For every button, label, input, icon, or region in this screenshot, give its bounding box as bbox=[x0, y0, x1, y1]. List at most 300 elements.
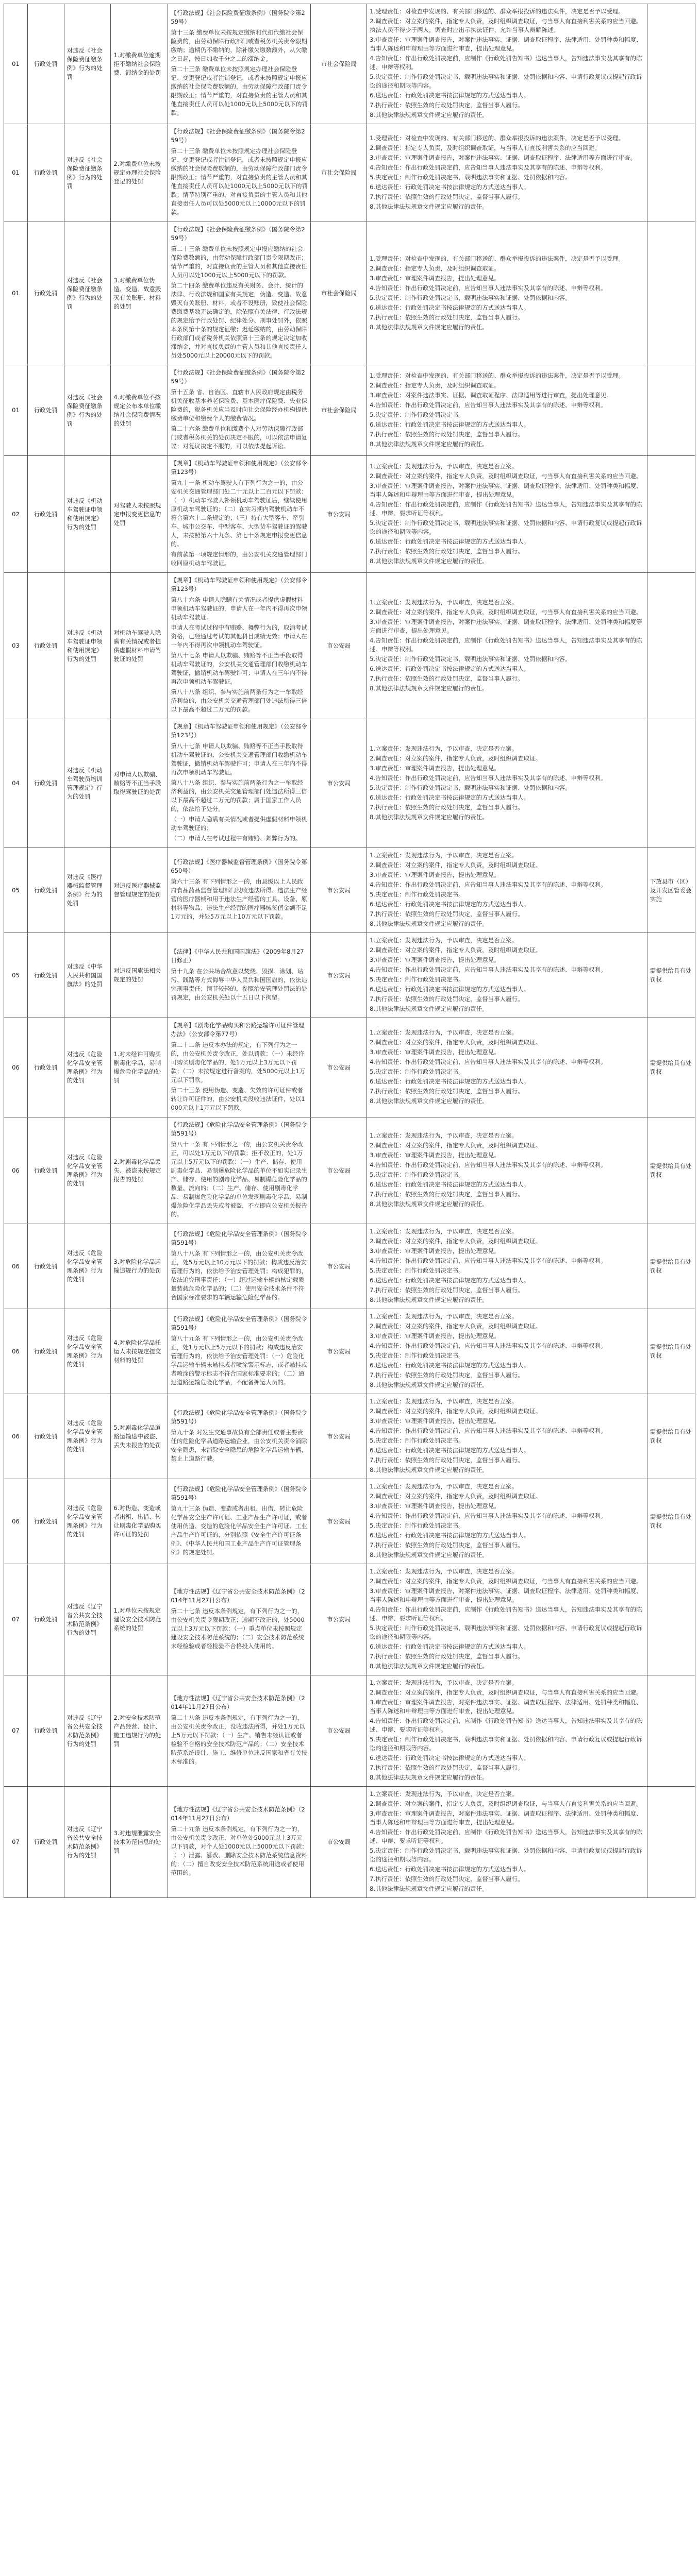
duty-line: 6.送达责任：行政处罚决定书按法律规定的方式送达当事人。 bbox=[370, 1277, 530, 1284]
duties bbox=[367, 1018, 647, 1117]
field-type: 行政处罚 bbox=[34, 1166, 58, 1174]
duty-line: 1.立案责任：发现违法行为，予以审查，决定是否立案。 bbox=[370, 1679, 518, 1686]
responsible-unit bbox=[311, 456, 367, 573]
field-type: 行政处罚 bbox=[34, 1432, 58, 1440]
basis-title: 【地方性法规】《辽宁省公共安全技术防范条例》（2014年11月27日公布） bbox=[171, 1587, 305, 1604]
duty-line: 5.决定责任：制作行政处罚决定书，载明违法事实和证据、处罚依据和内容、申请行政复议或提起行政诉讼的途径和期限等内容。 bbox=[370, 1624, 642, 1640]
duty-line: 3.审查责任：审理案件调查报告，提出处理意见。 bbox=[370, 1417, 500, 1425]
field-name: 对违反《危险化学品安全管理条例》行为的处罚 bbox=[66, 1249, 103, 1283]
duty-list bbox=[370, 598, 644, 693]
item-type bbox=[27, 719, 64, 848]
responsible-unit bbox=[311, 1224, 367, 1309]
duty-line: 2.调查责任：指定专人负责，及时组织调查取证，与当事人有直接利害关系的应当回避。 bbox=[370, 144, 601, 151]
item-name bbox=[64, 719, 111, 848]
duty-line: 4.告知责任：作出行政处罚决定前，应制作《行政处罚告知书》送达当事人，告知违法事实及其享有的陈述、申辩等权利。 bbox=[370, 55, 642, 71]
responsible-unit bbox=[311, 933, 367, 1018]
basis-title: 【行政法规】《危险化学品安全管理条例》（国务院令第591号） bbox=[171, 1121, 307, 1137]
duty-list bbox=[370, 255, 644, 332]
table-row bbox=[4, 719, 695, 848]
duty-line: 1.立案责任：发现违法行为，予以审查，决定是否立案。 bbox=[370, 744, 518, 752]
legal-basis bbox=[168, 1224, 311, 1309]
table-row bbox=[4, 933, 695, 1018]
table-row bbox=[4, 1309, 695, 1394]
remark bbox=[647, 456, 695, 573]
duty-list bbox=[370, 1567, 644, 1671]
basis-items bbox=[171, 1714, 308, 1766]
field-remark: 需提供给具有处罚权 bbox=[650, 1343, 692, 1359]
sub-item bbox=[111, 4, 168, 124]
duty-line: 4.告知责任：作出行政处罚决定前，应告知当事人违法事实及其享有的陈述、申辩等权利。 bbox=[370, 163, 607, 171]
basis-items bbox=[171, 28, 308, 117]
basis-item: 第九十条 对发生交通事故负有全部责任或者主要责任的危险化学品道路运输企业，由公安机关责令消除安全隐患，未消除安全隐患的危险化学品运输车辆，禁止上道路行驶。 bbox=[171, 1428, 307, 1462]
basis-item: 第八十九条 有下列情形之一的，由公安机关责令改正，处1万元以上5万元以下的罚款；构成违反治安管理行为的，依法给予治安管理处罚：（一）危险化学品运输车辆未悬挂或者喷涂警示标志，或者悬挂或者喷涂的警示标志不符合国家标准要求的；（二）通过道路运输危险化学品，不配备押运人员的。 bbox=[171, 1334, 307, 1386]
duty-line: 2.调查责任：指定专人负责，及时组织调查取证。 bbox=[370, 381, 500, 389]
duty-line: 3.审查责任：审理案件调查报告，对案件违法事实、证据、调查取证程序、法律适用、处罚种类和幅度、当事人陈述和申辩理由等方面进行审查，提出处理意见。 bbox=[370, 1587, 642, 1603]
sub-item bbox=[111, 933, 168, 1018]
duty-line: 1.立案责任：发现违法行为，予以审查，决定是否立案。 bbox=[370, 1029, 518, 1036]
field-type: 行政处罚 bbox=[34, 169, 58, 176]
field-no: 06 bbox=[12, 1063, 20, 1071]
field-name: 对违反《机动车驾驶证申领和使用规定》行为的处罚 bbox=[66, 497, 103, 531]
duty-line: 2.调查责任：对立案的案件，指定专人负责，及时组织调查取证。 bbox=[370, 754, 542, 762]
duty-list bbox=[370, 744, 644, 822]
duty-line: 8.其他法律法规规章文件规定应履行的责任。 bbox=[370, 323, 488, 331]
duty-line: 6.送达责任：行政处罚决定书按法律规定的方式送达当事人。 bbox=[370, 1866, 530, 1873]
duty-list bbox=[370, 851, 644, 928]
basis-item: 第二十三条 使用伪造、变造、失效的许可证件或者转让许可证件的，由公安机关没收违法证件，处以1000元以上1万元以下罚款。 bbox=[171, 1087, 305, 1111]
sub-item bbox=[111, 1564, 168, 1675]
duty-line: 4.告知责任：作出行政处罚决定前，应告知当事人违法事实及其享有的陈述、申辩等权利。 bbox=[370, 401, 607, 409]
duties bbox=[367, 1394, 647, 1479]
duty-line: 5.决定责任：制作行政处罚决定书，载明违法事实和证据、处罚依据和内容。 bbox=[370, 784, 571, 791]
basis-item: 第二十三条 缴费单位未按照规定办理社会保险登记、变更登记或者注销登记，或者未按照规定申报应缴纳的社会保险费数额的，由劳动保障行政部门责令限期改正；情节严重的，对直接负责的主管人员和其他直接责任人员可以处1000元以上5000元以下的罚款；情节特别严重的，对直接负责的主管人员和其他直接责任人员可以处5000元以上10000元以下的罚款。 bbox=[171, 147, 308, 216]
item-name bbox=[64, 1117, 111, 1224]
field-name: 对违反《辽宁省公共安全技术防范条例》行为的处罚 bbox=[66, 1825, 103, 1859]
field-name: 对违反《社会保险费征缴条例》行为的处罚 bbox=[66, 47, 103, 80]
duty-list bbox=[370, 1312, 644, 1389]
duties bbox=[367, 456, 647, 573]
duty-list bbox=[370, 936, 644, 1013]
duty-line: 4.告知责任：作出行政处罚决定前，应制作《行政处罚告知书》送达当事人，告知违法事实及其享有的陈述、申辩、要求听证等权利。 bbox=[370, 1717, 642, 1733]
field-unit: 市公安局 bbox=[327, 642, 351, 649]
duty-line: 6.送达责任：行政处罚决定书按法律规定的方式送达当事人。 bbox=[370, 1532, 530, 1539]
duty-line: 6.送达责任：行政处罚决定书按法律规定的方式送达当事人。 bbox=[370, 303, 530, 311]
duty-line: 5.决定责任：制作行政处罚决定书，载明违法事实和证据、处罚依据和内容、申请行政复议或提起行政诉讼的途径和期限等内容。 bbox=[370, 519, 642, 535]
duty-line: 8.其他法律法规规章文件规定应履行的责任。 bbox=[370, 1097, 488, 1105]
duty-line: 3.审查责任：审理案件调查报告，提出处理意见。 bbox=[370, 1332, 500, 1340]
duty-line: 4.告知责任：作出行政处罚决定前，应告知当事人违法事实及其享有的陈述、申辩等权利。 bbox=[370, 1257, 607, 1264]
sub-item bbox=[111, 848, 168, 933]
duty-line: 5.决定责任：制作行政处罚决定书。 bbox=[370, 411, 464, 418]
duties bbox=[367, 222, 647, 365]
field-sub: 2.对缴费单位未按规定办理社会保险登记的处罚 bbox=[113, 160, 161, 185]
basis-item: 第八十八条 有下列情形之一的，由公安机关责令改正，处5万元以上10万元以下的罚款；构成违反治安管理行为的，依法给予治安管理处罚；构成犯罪的，依法追究刑事责任：（一）超过运输车辆的核定载质量装载危险化学品的；（二）使用安全技术条件不符合国家标准要求的车辆运输危险化学品的。 bbox=[171, 1249, 307, 1301]
item-name bbox=[64, 1018, 111, 1117]
duty-line: 5.决定责任：制作行政处罚决定书，载明违法事实和证据、处罚依据和内容。 bbox=[370, 173, 571, 181]
duty-line: 7.执行责任：依照生效的行政处罚决定，监督当事人履行。 bbox=[370, 313, 524, 321]
item-number bbox=[4, 1394, 28, 1479]
duty-line: 8.其他法律法规规章文件规定应履行的责任。 bbox=[370, 920, 488, 927]
basis-items bbox=[171, 1825, 308, 1877]
legal-basis bbox=[168, 933, 311, 1018]
item-number bbox=[4, 1564, 28, 1675]
remark bbox=[647, 1309, 695, 1394]
legal-basis bbox=[168, 573, 311, 719]
item-number bbox=[4, 1309, 28, 1394]
duty-line: 4.告知责任：作出行政处罚决定前，应制作《行政处罚告知书》送达当事人，告知违法事实及其享有的陈述、申辩、要求听证等权利。 bbox=[370, 500, 642, 517]
remark bbox=[647, 1675, 695, 1787]
duty-line: 1.立案责任：发现违法行为，予以审查，决定是否立案。 bbox=[370, 1568, 518, 1575]
field-no: 03 bbox=[12, 642, 20, 649]
field-sub: 3.对违规泄露安全技术防范信息的处罚 bbox=[113, 1829, 161, 1854]
field-no: 05 bbox=[12, 886, 20, 894]
field-unit: 市公安局 bbox=[327, 1517, 351, 1525]
sub-item bbox=[111, 1309, 168, 1394]
field-name: 对违反《社会保险费征缴条例》行为的处罚 bbox=[66, 156, 103, 190]
item-type bbox=[27, 1018, 64, 1117]
item-type bbox=[27, 573, 64, 719]
duty-line: 6.送达责任：行政处罚决定书按法律规定的方式送达当事人。 bbox=[370, 986, 530, 993]
duty-line: 8.其他法律法规规章文件规定应履行的责任。 bbox=[370, 111, 488, 118]
basis-items bbox=[171, 479, 308, 568]
duty-line: 8.其他法律法规规章文件规定应履行的责任。 bbox=[370, 1663, 488, 1670]
basis-items bbox=[171, 877, 308, 921]
basis-items bbox=[171, 967, 308, 1002]
responsible-unit bbox=[311, 222, 367, 365]
item-type bbox=[27, 365, 64, 456]
basis-item: 有前款第一项规定情形的，由公安机关交通管理部门收回原机动车驾驶证。 bbox=[171, 551, 307, 567]
table-row bbox=[4, 456, 695, 573]
duty-line: 4.告知责任：作出行政处罚决定前，应告知当事人违法事实及其享有的陈述、申辩等权利。 bbox=[370, 774, 607, 782]
field-no: 06 bbox=[12, 1347, 20, 1355]
legal-basis bbox=[168, 1787, 311, 1898]
duty-line: 5.决定责任：制作行政处罚决定书。 bbox=[370, 1522, 464, 1529]
basis-title: 【地方性法规】《辽宁省公共安全技术防范条例》（2014年11月27日公布） bbox=[171, 1694, 305, 1710]
duty-line: 3.审查责任：审理案件调查报告，提出处理意见。 bbox=[370, 274, 500, 282]
duty-line: 6.送达责任：行政处罚决定书按法律规定的方式送达当事人。 bbox=[370, 1447, 530, 1454]
duty-line: 5.决定责任：制作行政处罚决定书，载明违法事实和证据、处罚依据和内容。 bbox=[370, 655, 571, 663]
basis-items bbox=[171, 1504, 308, 1557]
item-name bbox=[64, 1394, 111, 1479]
item-number bbox=[4, 1675, 28, 1787]
item-name bbox=[64, 1224, 111, 1309]
basis-items bbox=[171, 1140, 308, 1219]
duty-line: 2.调查责任：对立案的案件，指定专人负责，及时组织调查取证。 bbox=[370, 1323, 542, 1330]
field-unit: 市公安局 bbox=[327, 510, 351, 518]
field-unit: 市社会保险局 bbox=[321, 60, 357, 67]
duty-line: 1.立案责任：发现违法行为，予以审查，决定是否立案。 bbox=[370, 462, 518, 470]
sub-item bbox=[111, 1018, 168, 1117]
field-type: 行政处罚 bbox=[34, 1616, 58, 1623]
table-row bbox=[4, 848, 695, 933]
duties bbox=[367, 1675, 647, 1787]
field-sub: 对违反医疗器械监督管理规定的处罚 bbox=[113, 882, 161, 898]
duties bbox=[367, 4, 647, 124]
table-row bbox=[4, 1675, 695, 1787]
duty-line: 7.执行责任：依照生效的行政处罚决定，监督当事人履行。 bbox=[370, 1541, 524, 1549]
field-no: 07 bbox=[12, 1727, 20, 1734]
sub-item bbox=[111, 719, 168, 848]
legal-basis bbox=[168, 1564, 311, 1675]
duty-line: 2.调查责任：对立案的案件，指定专人负责，及时组织调查取证。 bbox=[370, 1039, 542, 1046]
field-name: 对违反《危险化学品安全管理条例》行为的处罚 bbox=[66, 1334, 103, 1368]
duty-line: 2.调查责任：对立案的案件，指定专人负责，及时组织调查取证。 bbox=[370, 1408, 542, 1415]
duty-line: 4.告知责任：作出行政处罚决定前，应告知当事人违法事实及其享有的陈述、申辩等权利。 bbox=[370, 1427, 607, 1434]
legal-basis bbox=[168, 1675, 311, 1787]
remark bbox=[647, 124, 695, 222]
field-no: 07 bbox=[12, 1616, 20, 1623]
legal-basis bbox=[168, 365, 311, 456]
field-type: 行政处罚 bbox=[34, 406, 58, 414]
duty-line: 3.审查责任：审理案件调查报告，提出处理意见。 bbox=[370, 1247, 500, 1255]
field-name: 对违反《社会保险费征缴条例》行为的处罚 bbox=[66, 276, 103, 310]
duty-list bbox=[370, 462, 644, 566]
duty-line: 5.决定责任：制作行政处罚决定书。 bbox=[370, 1171, 464, 1178]
field-unit: 市公安局 bbox=[327, 886, 351, 894]
item-number bbox=[4, 124, 28, 222]
duty-line: 2.调查责任：对立案的案件，指定专人负责，及时组织调查取证，与当事人有直接利害关系的应当回避。 bbox=[370, 1578, 642, 1585]
basis-item: 第二十四条 缴费单位违反有关财务、会计、统计的法律、行政法规和国家有关规定，伪造、变造、故意毁灭有关账册、材料，或者不设账册，致使社会保险费缴费基数无法确定的，除依照有关法律、行政法规的规定给予行政处罚、纪律处分、刑事处罚外，依照本条例第十条的规定征缴；迟延缴纳的，由劳动保障行政部门或者税务机关依照第十三条的规定决定加收滞纳金，并对直接负责的主管人员和其他直接责任人员处5000元以上20000元以下的罚款。 bbox=[171, 282, 307, 359]
item-type bbox=[27, 1675, 64, 1787]
table-body bbox=[4, 4, 695, 1898]
item-type bbox=[27, 1117, 64, 1224]
duties bbox=[367, 1787, 647, 1898]
table-row bbox=[4, 1018, 695, 1117]
item-name bbox=[64, 1675, 111, 1787]
field-remark: 需提供给具有处罚权 bbox=[650, 1059, 692, 1075]
table-row bbox=[4, 1479, 695, 1564]
basis-item: 第八十八条 组织、参与实施前两条行为之一牟取经济利益的，由公安机关交通管理部门处违法所得三倍以下最高不超过二万元的罚款；属于国家工作人员的，依法给予处分。 bbox=[171, 779, 307, 812]
field-no: 06 bbox=[12, 1517, 20, 1525]
basis-items bbox=[171, 1607, 308, 1651]
field-unit: 市社会保险局 bbox=[321, 169, 357, 176]
item-type bbox=[27, 1564, 64, 1675]
duties bbox=[367, 1224, 647, 1309]
field-remark: 下放县市（区）及开发区管委会实施 bbox=[650, 877, 692, 903]
responsible-unit bbox=[311, 573, 367, 719]
duty-line: 3.审查责任：审理案件调查报告，对案件违法事实、证据、调查取证程序、法律适用等方面进行审查。 bbox=[370, 154, 637, 161]
duty-line: 7.执行责任：依照生效的行政处罚决定，监督当事人履行。 bbox=[370, 674, 524, 682]
item-type bbox=[27, 1479, 64, 1564]
basis-item: 第八十七条 申请人以欺骗、贿赂等不正当手段取得机动车驾驶证的，公安机关交通管理部门收缴机动车驾驶证，撤销机动车驾驶许可；申请人在三年内不得再次申领机动车驾驶证。 bbox=[171, 742, 307, 776]
sub-item bbox=[111, 1394, 168, 1479]
field-sub: 1.对未经许可购买剧毒化学品、易制爆危险化学品的处罚 bbox=[113, 1050, 161, 1084]
basis-items bbox=[171, 596, 308, 714]
sub-item bbox=[111, 365, 168, 456]
remark bbox=[647, 719, 695, 848]
basis-title: 【法律】《中华人民共和国国旗法》（2009年8月27日修正） bbox=[171, 947, 304, 964]
item-name bbox=[64, 456, 111, 573]
basis-title: 【地方性法规】《辽宁省公共安全技术防范条例》（2014年11月27日公布） bbox=[171, 1806, 305, 1822]
duty-line: 1.受理责任：对检查中发现的、有关部门移送的、群众举报投诉的违法案件，决定是否予以受理。 bbox=[370, 134, 625, 142]
remark bbox=[647, 1479, 695, 1564]
duty-list bbox=[370, 371, 644, 449]
duty-line: 8.其他法律法规规章文件规定应履行的责任。 bbox=[370, 1200, 488, 1208]
field-sub: 对违反国旗法相关规定的处罚 bbox=[113, 967, 161, 983]
duty-line: 2.调查责任：对立案的案件，指定专人负责，及时组织调查取证，与当事人有直接利害关系的应当回避。 bbox=[370, 472, 642, 480]
field-no: 01 bbox=[12, 169, 20, 176]
item-name bbox=[64, 933, 111, 1018]
field-name: 对违反《危险化学品安全管理条例》行为的处罚 bbox=[66, 1050, 103, 1084]
duty-line: 1.立案责任：发现违法行为，予以审查，决定是否立案。 bbox=[370, 1483, 518, 1490]
responsible-unit bbox=[311, 4, 367, 124]
table-row bbox=[4, 124, 695, 222]
basis-items bbox=[171, 388, 308, 451]
field-unit: 市公安局 bbox=[327, 1616, 351, 1623]
field-type: 行政处罚 bbox=[34, 1262, 58, 1270]
legal-basis bbox=[168, 222, 311, 365]
field-unit: 市公安局 bbox=[327, 779, 351, 787]
duty-line: 8.其他法律法规规章文件规定应履行的责任。 bbox=[370, 202, 488, 210]
table-row bbox=[4, 1224, 695, 1309]
field-remark: 需提供给具有处罚权 bbox=[650, 1258, 692, 1274]
table-row bbox=[4, 222, 695, 365]
duty-line: 7.执行责任：依照生效的行政处罚决定，监督当事人履行。 bbox=[370, 1456, 524, 1464]
sub-item bbox=[111, 1675, 168, 1787]
duty-line: 6.送达责任：行政处罚决定书按法律规定的方式送达当事人。 bbox=[370, 793, 530, 801]
field-unit: 市公安局 bbox=[327, 1347, 351, 1355]
basis-items bbox=[171, 1041, 308, 1112]
field-type: 行政处罚 bbox=[34, 971, 58, 979]
duty-line: 8.其他法律法规规章文件规定应履行的责任。 bbox=[370, 1466, 488, 1473]
duty-line: 6.送达责任：行政处罚决定书按法律规定的方式送达当事人。 bbox=[370, 665, 530, 672]
item-name bbox=[64, 4, 111, 124]
duty-line: 4.告知责任：作出行政处罚决定前，应告知当事人违法事实及其享有的陈述、申辩等权利。 bbox=[370, 881, 607, 888]
duty-line: 5.决定责任：制作行政处罚决定书。 bbox=[370, 1267, 464, 1274]
field-name: 对违反《机动车驾驶员培训管理规定》行为的处罚 bbox=[66, 766, 103, 800]
item-type bbox=[27, 456, 64, 573]
duty-line: 6.送达责任：行政处罚决定书按法律规定的方式送达当事人。 bbox=[370, 901, 530, 908]
basis-items bbox=[171, 1249, 308, 1302]
table-row bbox=[4, 4, 695, 124]
remark bbox=[647, 848, 695, 933]
basis-title: 【规章】《机动车驾驶证申领和使用规定》（公安部令第123号） bbox=[171, 577, 307, 592]
legal-basis bbox=[168, 1018, 311, 1117]
duty-line: 5.决定责任：制作行政处罚决定书。 bbox=[370, 1437, 464, 1444]
sub-item bbox=[111, 124, 168, 222]
responsible-unit bbox=[311, 365, 367, 456]
responsible-unit bbox=[311, 1309, 367, 1394]
basis-title: 【规章】《机动车驾驶证申领和使用规定》（公安部令第123号） bbox=[171, 460, 307, 476]
item-number bbox=[4, 222, 28, 365]
duty-line: 8.其他法律法规规章文件规定应履行的责任。 bbox=[370, 1005, 488, 1012]
item-name bbox=[64, 1479, 111, 1564]
remark bbox=[647, 1787, 695, 1898]
item-type bbox=[27, 933, 64, 1018]
remark bbox=[647, 933, 695, 1018]
field-sub: 4.对危险化学品托运人未按规定提交材料的处罚 bbox=[113, 1338, 161, 1364]
responsible-unit bbox=[311, 1018, 367, 1117]
duty-line: 6.送达责任：行政处罚决定书按法律规定的方式送达当事人。 bbox=[370, 537, 530, 545]
basis-item: 第九十一条 机动车驾驶人有下列行为之一的，由公安机关交通管理部门处二十元以上二百元以下罚款：（一）机动车驾驶人补领机动车驾驶证后，继续使用原机动车驾驶证的；（二）在实习期内驾驶机动车不符合第六十二条规定的；（三）持有大型客车、牵引车、城市公交车、中型客车、大型货车驾驶证的驾驶人，未按照第六十九条、第七十条规定申报变更信息的。 bbox=[171, 479, 307, 548]
basis-item: 第二十二条 违反本办法的规定，有下列行为之一的，由公安机关责令改正，处以罚款：（一）未经许可购买剧毒化学品的，处1万元以上3万元以下罚款；（二）未按规定进行备案的，处5000元以上1万元以下罚款。 bbox=[171, 1041, 306, 1083]
field-unit: 市公安局 bbox=[327, 1063, 351, 1071]
sub-item bbox=[111, 456, 168, 573]
item-number bbox=[4, 456, 28, 573]
duty-line: 6.送达责任：行政处罚决定书按法律规定的方式送达当事人。 bbox=[370, 183, 530, 191]
remark bbox=[647, 1564, 695, 1675]
field-type: 行政处罚 bbox=[34, 886, 58, 894]
field-name: 对违反《中华人民共和国国旗法》的处罚 bbox=[66, 962, 103, 988]
table-row bbox=[4, 1787, 695, 1898]
field-no: 02 bbox=[12, 510, 20, 518]
duty-line: 1.立案责任：发现违法行为，予以审查，决定是否立案。 bbox=[370, 1132, 518, 1139]
basis-item: 第十五条 省、自治区、直辖市人民政府规定由税务机关征收基本养老保险费、基本医疗保险费、失业保险费的，税务机关应当及时向社会保险经办机构提供缴费单位和缴费个人的缴费情况。 bbox=[171, 388, 307, 422]
field-no: 01 bbox=[12, 290, 20, 297]
duty-line: 6.送达责任：行政处罚决定书按法律规定的方式送达当事人。 bbox=[370, 1643, 530, 1650]
basis-item: （二）申请人在考试过程中有贿赂、舞弊行为的。 bbox=[171, 835, 302, 842]
duty-line: 1.立案责任：发现违法行为，予以审查，决定是否立案。 bbox=[370, 1790, 518, 1798]
responsible-unit bbox=[311, 1787, 367, 1898]
duty-list bbox=[370, 134, 644, 211]
duties bbox=[367, 573, 647, 719]
duty-line: 4.告知责任：作出行政处罚决定前，应告知当事人违法事实及其享有的陈述、申辩等权利。 bbox=[370, 1161, 607, 1168]
item-number bbox=[4, 1117, 28, 1224]
item-name bbox=[64, 573, 111, 719]
duty-line: 3.审查责任：审理案件调查报告，提出处理意见。 bbox=[370, 1151, 500, 1159]
field-sub: 1.对单位未按规定建设安全技术防范系统的处罚 bbox=[113, 1607, 161, 1632]
remark bbox=[647, 1117, 695, 1224]
legal-basis bbox=[168, 1479, 311, 1564]
duty-line: 4.告知责任：作出行政处罚决定前，应制作《行政处罚告知书》送达当事人，告知违法事实及其享有的陈述、申辩、要求听证等权利。 bbox=[370, 1606, 642, 1622]
field-sub: 3.对缴费单位伪造、变造、故意毁灭有关账册、材料的处罚 bbox=[113, 276, 161, 310]
duty-line: 3.审查责任：对案件违法事实、证据、调查取证程序、法律适用等进行审查，提出处理意见。 bbox=[370, 391, 613, 399]
field-unit: 市公安局 bbox=[327, 1166, 351, 1174]
item-number bbox=[4, 1479, 28, 1564]
basis-items bbox=[171, 245, 308, 360]
responsible-unit bbox=[311, 1394, 367, 1479]
duty-list bbox=[370, 1227, 644, 1304]
field-type: 行政处罚 bbox=[34, 779, 58, 787]
duty-line: 4.告知责任：作出行政处罚决定前，应告知当事人违法事实及其享有的陈述、申辩等权利。 bbox=[370, 966, 607, 973]
legal-basis bbox=[168, 124, 311, 222]
item-name bbox=[64, 365, 111, 456]
basis-item: 第二十六条 缴费单位和缴费个人对劳动保障行政部门或者税务机关的处罚决定不服的，可以依法申请复议；对复议决定不服的，可以依法提起诉讼。 bbox=[171, 425, 307, 450]
remark bbox=[647, 222, 695, 365]
basis-title: 【行政法规】《社会保险费征缴条例》（国务院令第259号） bbox=[171, 226, 305, 242]
responsible-unit bbox=[311, 124, 367, 222]
duty-line: 6.送达责任：行政处罚决定书按法律规定的方式送达当事人。 bbox=[370, 1078, 530, 1085]
legal-basis bbox=[168, 719, 311, 848]
responsible-unit bbox=[311, 1117, 367, 1224]
field-no: 07 bbox=[12, 1838, 20, 1845]
basis-item: 第十三条 缴费单位未按规定缴纳和代扣代缴社会保险费的，由劳动保障行政部门或者税务机关责令限期缴纳；逾期仍不缴纳的，除补缴欠缴数额外，从欠缴之日起，按日加收千分之二的滞纳金。 bbox=[171, 29, 307, 62]
field-sub: 对申请人以欺骗、贿赂等不正当手段取得驾驶证的处罚 bbox=[113, 771, 161, 795]
field-no: 05 bbox=[12, 971, 20, 979]
legal-basis bbox=[168, 1309, 311, 1394]
duty-list bbox=[370, 1790, 644, 1893]
duty-line: 7.执行责任：依照生效的行政处罚决定，监督当事人履行。 bbox=[370, 1088, 524, 1095]
basis-item: 第八十六条 申请人隐瞒有关情况或者提供虚假材料申领机动车驾驶证的，申请人在一年内不得再次申领机动车驾驶证。 bbox=[171, 596, 307, 621]
duty-line: 7.执行责任：依照生效的行政处罚决定，监督当事人履行。 bbox=[370, 1191, 524, 1198]
field-no: 06 bbox=[12, 1432, 20, 1440]
duty-line: 5.决定责任：制作行政处罚决定书。 bbox=[370, 976, 464, 983]
field-type: 行政处罚 bbox=[34, 1517, 58, 1525]
item-number bbox=[4, 933, 28, 1018]
field-name: 对违反《危险化学品安全管理条例》行为的处罚 bbox=[66, 1504, 103, 1538]
basis-item: 申请人在考试过程中有贿赂、舞弊行为的，取消考试资格，已经通过考试的其他科目成绩无效；申请人在一年内不得再次申领机动车驾驶证。 bbox=[171, 624, 307, 649]
duty-line: 6.送达责任：行政处罚决定书按法律规定的方式送达当事人。 bbox=[370, 1362, 530, 1369]
duty-line: 4.告知责任：作出行政处罚决定前，应告知当事人违法事实及其享有的陈述、申辩等权利。 bbox=[370, 1512, 607, 1519]
sub-item bbox=[111, 1787, 168, 1898]
duty-line: 7.执行责任：依照生效的行政处罚决定，监督当事人履行。 bbox=[370, 1286, 524, 1294]
duty-line: 1.立案责任：发现违法行为，予以审查，决定是否立案。 bbox=[370, 1228, 518, 1235]
field-no: 01 bbox=[12, 60, 20, 67]
field-type: 行政处罚 bbox=[34, 1347, 58, 1355]
field-remark: 需提供给具有处罚权 bbox=[650, 1162, 692, 1178]
legal-basis bbox=[168, 1117, 311, 1224]
field-no: 04 bbox=[12, 779, 20, 787]
